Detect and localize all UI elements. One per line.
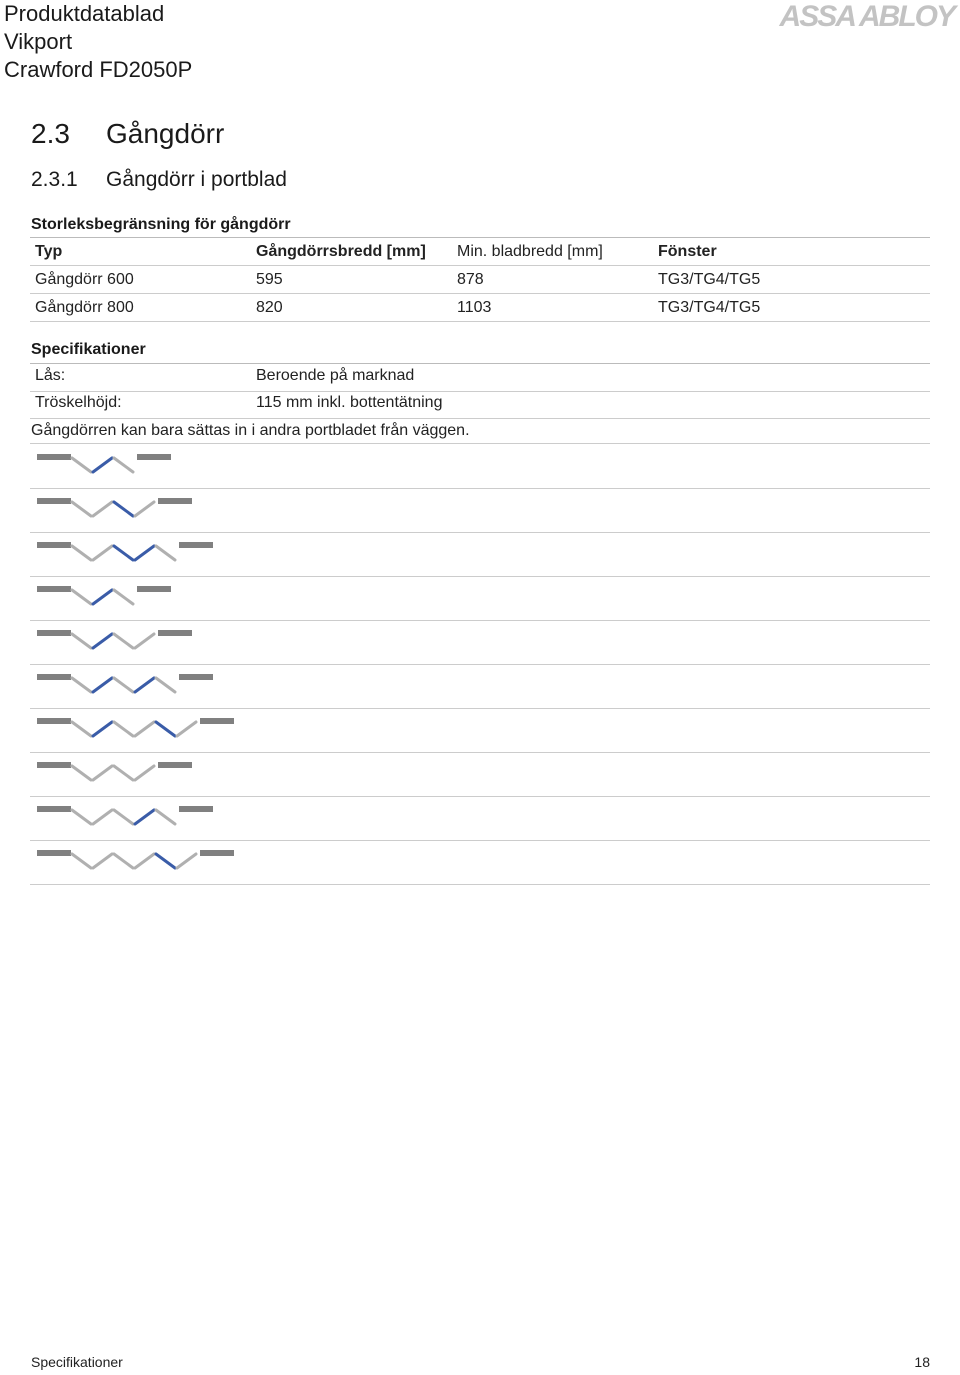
gate-panel bbox=[93, 546, 112, 560]
door-config-row bbox=[30, 488, 930, 533]
gate-panel bbox=[72, 458, 91, 472]
wall-right bbox=[179, 542, 213, 548]
door-config-diagram bbox=[30, 708, 930, 752]
col-header: Typ bbox=[30, 238, 251, 266]
section-heading bbox=[31, 118, 224, 150]
gate-panel bbox=[114, 722, 133, 736]
subsection-title: Gångdörr i portblad bbox=[106, 168, 287, 191]
spec-row-threshold bbox=[30, 391, 930, 419]
wall-left bbox=[37, 850, 71, 856]
page-number: 18 bbox=[914, 1354, 930, 1370]
table-cell: TG3/TG4/TG5 bbox=[653, 294, 930, 322]
col-header: Fönster bbox=[653, 238, 930, 266]
door-leaf-panel bbox=[156, 854, 175, 868]
door-config-diagram bbox=[30, 620, 930, 664]
table-cell: 820 bbox=[251, 294, 452, 322]
gate-panel bbox=[135, 722, 154, 736]
table-cell: 595 bbox=[251, 266, 452, 294]
door-config-diagram bbox=[30, 664, 930, 708]
door-config-row bbox=[30, 752, 930, 797]
table-cell: 1103 bbox=[452, 294, 653, 322]
gate-panel bbox=[72, 590, 91, 604]
gate-panel bbox=[114, 590, 133, 604]
door-config-diagram bbox=[30, 444, 930, 488]
gate-panel bbox=[156, 546, 175, 560]
wall-left bbox=[37, 586, 71, 592]
wall-left bbox=[37, 674, 71, 680]
gate-panel bbox=[72, 854, 91, 868]
gate-panel bbox=[156, 810, 175, 824]
table-row bbox=[30, 294, 930, 322]
gate-panel bbox=[72, 766, 91, 780]
gate-panel bbox=[135, 502, 154, 516]
door-config-diagram bbox=[30, 488, 930, 532]
door-config-diagram bbox=[30, 576, 930, 620]
gate-panel bbox=[135, 854, 154, 868]
door-config-row bbox=[30, 664, 930, 709]
gate-panel bbox=[72, 634, 91, 648]
gate-panel bbox=[72, 502, 91, 516]
door-leaf-panel bbox=[135, 810, 154, 824]
gate-panel bbox=[93, 810, 112, 824]
gate-panel bbox=[114, 634, 133, 648]
brand-logo: ASSA ABLOY bbox=[779, 0, 954, 33]
section-number: 2.3 bbox=[31, 118, 70, 149]
gate-panel bbox=[72, 546, 91, 560]
gate-panel bbox=[72, 810, 91, 824]
gate-panel bbox=[177, 854, 196, 868]
door-config-diagram bbox=[30, 840, 930, 884]
wall-left bbox=[37, 454, 71, 460]
door-leaf-panel bbox=[156, 722, 175, 736]
gate-panel bbox=[177, 722, 196, 736]
door-leaf-panel bbox=[93, 634, 112, 648]
wall-left bbox=[37, 630, 71, 636]
size-limits-table bbox=[30, 237, 930, 322]
door-leaf-panel bbox=[135, 678, 154, 692]
product-category: Vikport bbox=[4, 29, 73, 54]
wall-right bbox=[137, 454, 171, 460]
specs-title: Specifikationer bbox=[31, 341, 146, 358]
door-config-row bbox=[30, 532, 930, 577]
col-header: Gångdörrsbredd [mm] bbox=[251, 238, 452, 266]
gate-panel bbox=[93, 502, 112, 516]
wall-right bbox=[158, 762, 192, 768]
table-header-row bbox=[30, 238, 930, 266]
wall-right bbox=[179, 806, 213, 812]
gate-panel bbox=[114, 854, 133, 868]
wall-right bbox=[200, 850, 234, 856]
door-config-row bbox=[30, 708, 930, 753]
footer-section: Specifikationer bbox=[31, 1354, 123, 1370]
wall-right bbox=[158, 630, 192, 636]
wall-left bbox=[37, 718, 71, 724]
gate-panel bbox=[72, 678, 91, 692]
wall-left bbox=[37, 806, 71, 812]
subsection-number: 2.3.1 bbox=[31, 168, 78, 191]
subsection-heading bbox=[31, 168, 287, 192]
gate-panel bbox=[72, 722, 91, 736]
table-row bbox=[30, 266, 930, 294]
col-header: Min. bladbredd [mm] bbox=[452, 238, 653, 266]
door-leaf-panel bbox=[135, 546, 154, 560]
table-cell: 878 bbox=[452, 266, 653, 294]
door-config-diagram bbox=[30, 752, 930, 796]
wall-right bbox=[200, 718, 234, 724]
door-leaf-panel bbox=[114, 546, 133, 560]
document-header bbox=[4, 0, 192, 84]
gate-panel bbox=[93, 854, 112, 868]
table-cell: Gångdörr 800 bbox=[30, 294, 251, 322]
door-config-row bbox=[30, 620, 930, 665]
door-config-row bbox=[30, 444, 930, 489]
size-limits-title: Storleksbegränsning för gångdörr bbox=[31, 216, 291, 233]
spec-value: 115 mm inkl. bottentätning bbox=[256, 394, 443, 411]
placement-note: Gångdörren kan bara sättas in i andra portbladet från väggen. bbox=[31, 422, 470, 439]
gate-panel bbox=[156, 678, 175, 692]
door-leaf-panel bbox=[93, 590, 112, 604]
gate-panel bbox=[93, 766, 112, 780]
wall-right bbox=[137, 586, 171, 592]
gate-panel bbox=[114, 810, 133, 824]
spec-value: Beroende på marknad bbox=[256, 367, 415, 384]
door-config-diagram bbox=[30, 532, 930, 576]
gate-panel bbox=[135, 634, 154, 648]
door-config-diagram bbox=[30, 796, 930, 840]
gate-panel bbox=[135, 766, 154, 780]
door-leaf-panel bbox=[114, 502, 133, 516]
wall-left bbox=[37, 542, 71, 548]
wall-left bbox=[37, 762, 71, 768]
gate-panel bbox=[114, 458, 133, 472]
door-config-row bbox=[30, 796, 930, 841]
table-cell: TG3/TG4/TG5 bbox=[653, 266, 930, 294]
doc-type: Produktdatablad bbox=[4, 1, 165, 26]
door-config-row bbox=[30, 576, 930, 621]
spec-label: Lås: bbox=[35, 367, 66, 384]
door-leaf-panel bbox=[93, 678, 112, 692]
gate-panel bbox=[114, 678, 133, 692]
section-title: Gångdörr bbox=[106, 118, 225, 149]
door-leaf-panel bbox=[93, 458, 112, 472]
gate-panel bbox=[114, 766, 133, 780]
door-leaf-panel bbox=[93, 722, 112, 736]
spec-label: Tröskelhöjd: bbox=[35, 394, 122, 411]
wall-right bbox=[158, 498, 192, 504]
product-model: Crawford FD2050P bbox=[4, 57, 193, 82]
wall-right bbox=[179, 674, 213, 680]
wall-left bbox=[37, 498, 71, 504]
spec-row-lock bbox=[30, 364, 930, 392]
door-config-row bbox=[30, 840, 930, 885]
table-cell: Gångdörr 600 bbox=[30, 266, 251, 294]
